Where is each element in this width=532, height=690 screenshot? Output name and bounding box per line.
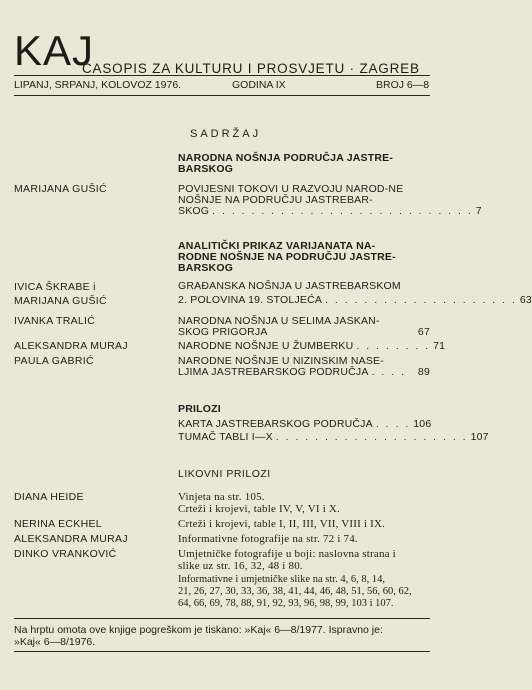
toc-entry[interactable] [178,340,446,352]
issue-date: LIPANJ, SRPANJ, KOLOVOZ 1976. [14,79,182,91]
section-heading: ANALITIČKI PRIKAZ VARIJANATA NA-RODNE NOŠNJE NA PODRUČJU JASTRE-BARSKOG [178,240,396,274]
entry-title: POVIJESNI TOKOVI U RAZVOJU NAROD-NE NOŠNJE NA PODRUČJU JASTREBAR- [178,183,404,206]
erratum-note: Na hrptu omota ove knjige pogreškom je tiskano: »Kaj« 6—8/1977. Ispravno je: [14,624,383,636]
dot-leader: . . . . . . . . . . . . . . . . . . . . [275,431,468,443]
entry-title: NARODNA NOŠNJA U SELIMA JASKAN- [178,315,380,327]
toc-entry[interactable] [178,205,482,217]
toc-entry[interactable] [178,431,489,443]
page-number: 89 [417,366,430,378]
credit-line: slike uz str. 16, 32, 48 i 80. [178,560,303,572]
entry-title: SKOG [178,205,210,217]
entry-title: 2. POLOVINA 19. STOLJEĆA [178,294,323,306]
credit-line: 64, 66, 69, 78, 88, 91, 92, 93, 96, 98, 99, 103 i 107. [178,598,394,609]
author-name: IVICA ŠKRABE i [14,281,96,293]
credit-line: Crteži i krojevi, table I, II, III, VII, VIII i IX. [178,518,386,530]
page-number: 67 [417,326,430,338]
credit-line: 21, 26, 27, 30, 33, 36, 38, 41, 44, 46, 48, 51, 56, 60, 62, [178,586,412,597]
credit-line: Informativne fotografije na str. 72 i 74. [178,533,358,545]
page-number: 107 [470,431,489,443]
section-heading: LIKOVNI PRILOZI [178,468,271,480]
entry-title: NARODNE NOŠNJE U NIZINSKIM NASE- [178,355,384,367]
contents-title: SADRŽAJ [190,128,262,140]
issue-year: GODINA IX [232,79,286,91]
entry-title: TUMAČ TABLI I—X [178,431,273,443]
footer-rule-lower [14,651,430,652]
author-name: ALEKSANDRA MURAJ [14,533,128,545]
toc-entry[interactable] [178,419,430,430]
header-rule [14,75,430,76]
dot-leader: . . . . [375,418,411,430]
page-number: 106 [413,418,432,430]
author-name: DINKO VRANKOVIĆ [14,548,117,560]
author-name: NERINA ECKHEL [14,518,102,530]
entry-title: NARODNE NOŠNJE U ŽUMBERKU [178,340,354,352]
credit-line: Umjetničke fotografije u boji: naslovna strana i [178,548,396,560]
header-rule-lower [14,95,430,96]
entry-title: SKOG PRIGORJA [178,326,268,338]
page-number: 7 [475,205,482,217]
entry-title: LJIMA JASTREBARSKOG PODRUČJA [178,366,369,378]
dot-leader: . . . . [371,366,406,378]
author-name: ALEKSANDRA MURAJ [14,340,128,352]
journal-logo: KAJ [14,27,95,74]
section-heading: NARODNA NOŠNJA PODRUČJA JASTRE-BARSKOG [178,152,394,175]
page-number: 71 [433,340,446,352]
entry-title: KARTA JASTREBARSKOG PODRUČJA [178,418,373,430]
section-heading: PRILOZI [178,403,221,415]
credit-line: Vinjeta na str. 105. [178,491,265,503]
author-name: PAULA GABRIĆ [14,355,94,367]
author-name: MARIJANA GUŠIĆ [14,183,107,195]
dot-leader: . . . . . . . . . . . . . . . . . . . . [325,294,517,306]
credit-line: Crteži i krojevi, table IV, V, VI i X. [178,503,340,515]
journal-subtitle: ČASOPIS ZA KULTURU I PROSVJETU · ZAGREB [82,61,420,76]
toc-entry[interactable] [178,327,430,338]
author-name: IVANKA TRALIĆ [14,315,96,327]
dot-leader: . . . . . . . . [356,340,431,352]
credit-line: Informativne i umjetničke slike na str. 4, 6, 8, 14, [178,574,386,585]
entry-title: GRAĐANSKA NOŠNJA U JASTREBARSKOM [178,280,401,292]
author-name: MARIJANA GUŠIĆ [14,295,107,307]
erratum-note: »Kaj« 6—8/1976. [14,636,96,648]
footer-rule [14,618,430,619]
author-name: DIANA HEIDE [14,491,84,503]
toc-entry[interactable] [178,367,430,378]
page-number: 63 [519,294,532,306]
dot-leader: . . . . . . . . . . . . . . . . . . . . . . . . . . . [212,205,473,217]
toc-entry[interactable] [178,294,532,306]
issue-number: BROJ 6—8 [376,79,430,91]
